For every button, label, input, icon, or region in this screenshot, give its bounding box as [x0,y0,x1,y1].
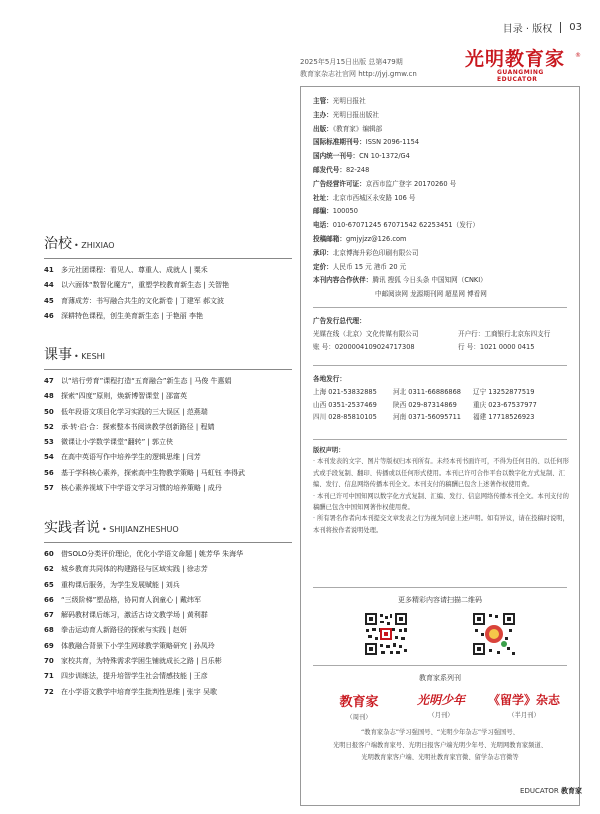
section-zhixiao [44,234,292,324]
section-rule [44,369,292,370]
dist-cell: 河南 0371-56095711 [393,413,462,422]
info-row: 主办：光明日报出版社 [313,110,379,119]
decl-p2: · 本刊已许可中国知网以数字化方式复制、汇编、发行、信息网络传播本刊全文。本刊支付的稿酬已包含中国知网著作权使用费。 [313,492,569,512]
dist-cell: 山西 0351-2537469 [313,400,377,409]
dist-cell: 陕西 029-87314869 [393,400,457,409]
qr-title: 更多精彩内容请扫描二维码 [398,596,482,604]
page-number: 03 [569,22,582,33]
dist-cell: 辽宁 13252877519 [473,387,535,396]
issue-date: 2025年5月15日出版 总第479期 [300,58,403,66]
toc-item[interactable]: 68 拳击运动育人新路径的探索与实践 | 赵妍 [44,626,187,635]
info-row: 本刊内容合作伙伴：腾讯 搜狐 今日头条 中国知网（CNKI） [313,276,487,285]
section-title: 课事 • KESHI [44,347,106,363]
qr-code-icon [363,611,409,657]
qr-code-icon [471,611,517,657]
info-row: 社址：北京市西城区永安路 106 号 [313,193,416,202]
dist-cell: 福建 17718526923 [473,413,535,422]
distribution [313,373,563,424]
ad-agent [313,315,550,353]
dist-title: 各地发行： [313,375,346,383]
info-row: 定价：人民币 15 元 港币 20 元 [313,262,407,271]
info-row: 广告经营许可证：京西市监广登字 20170260 号 [313,179,457,188]
series-mag-2: 光明少年 （月刊） [416,693,465,719]
masthead-info [313,95,487,302]
toc-item[interactable]: 50 低年段语文项目化学习实践的三大误区 | 范燕瑞 [44,407,208,416]
ad-title: 广告发行总代理： [313,317,366,325]
toc-item[interactable]: 52 承·转·启·合：探索整本书阅读教学创新路径 | 程婧 [44,422,215,431]
decl-title: 版权声明： [313,447,345,454]
toc-item[interactable]: 53 微课让小学数学课堂“翻转” | 郭立侠 [44,438,174,447]
section-keshi [44,345,292,496]
dist-cell: 上海 021-53832885 [313,387,377,396]
website: 教育家杂志社官网 http://jyj.gmw.cn [300,70,417,78]
logo-en: GUANGMING EDUCATOR [497,69,544,83]
toc-item[interactable]: 66 “三级阶梯”塑品格，协同育人润童心 | 戴纬军 [44,595,202,604]
divider [313,587,567,588]
toc-item[interactable]: 62 城乡教育共同体的构建路径与区域实践 | 徐志芳 [44,565,208,574]
copyright-declaration [313,445,569,536]
series-mag-1: 教育家 （周刊） [339,695,379,721]
section-rule [44,258,292,259]
dist-cell: 河北 0311-66886868 [393,387,462,396]
toc-item[interactable]: 47 以“培行劳育”课程打造“五育融合”新生态 | 马俊 牛惠娟 [44,377,232,385]
info-row: 承印：北京博海升彩色印刷有限公司 [313,248,419,257]
toc-item[interactable]: 56 基于学科核心素养，探索高中生物教学策略 | 马虹钰 李得武 [44,468,246,477]
info-row: 投稿邮箱：gmjyjzz@126.com [313,234,407,243]
section-title: 实践者说 • SHIJIANZHESHUO [44,520,179,536]
info-row: 邮发代号：82-248 [313,165,370,174]
logo-reg: ® [575,52,581,59]
info-row: 出版：《教育家》编辑部 [313,124,383,133]
ad-line-no: 行 号：1021 0000 0415 [458,342,535,351]
decl-p1: · 本刊发表的文字、图片等版权归本刊所有。未经本刊书面许可，不得为任何目的、以任何形式或手段复制、翻印、传播或以任何形式使用。本刊已许可合作平台以数字化方式复制、汇编、发行、信息网络传播本刊全文。本刊支付的稿酬已包含上述著作权使用费。 [313,458,569,489]
info-row: 主管：光明日报社 [313,97,366,105]
toc-item[interactable]: 72 在小学语文教学中培育学生批判性思维 | 张宇 吴歌 [44,687,218,696]
footer-cn: 教育家 [561,787,582,795]
footer-en: EDUCATOR [520,787,559,795]
toc-item[interactable]: 60 借SOLO分类评价理论，优化小学语文命题 | 姚芳华 朱海华 [44,550,244,558]
toc-item[interactable]: 70 家校共育，为特殊需求学困生铺就成长之路 | 吕乐彬 [44,657,222,666]
series-title: 教育家系列刊 [419,674,461,682]
toc-item[interactable]: 54 在高中英语写作中培养学生的逻辑思维 | 闫芳 [44,453,201,462]
page-header [503,20,582,35]
magazine-logo [465,44,585,84]
ad-company: 光媒在线（北京）文化传媒有限公司 [313,329,419,338]
divider [313,307,567,308]
page-footer [520,786,582,796]
info-row: 电话：010-67071245 67071542 62253451（发行） [313,221,479,230]
info-row: 邮编：100050 [313,207,358,216]
section-label: 目录 · 版权 [502,24,553,35]
info-row: 国际标准期刊号：ISSN 2096-1154 [313,138,420,147]
toc-item[interactable]: 65 重构课后服务，为学生发展赋能 | 刘兵 [44,580,180,589]
decl-p3: · 所有署名作者向本刊提交文章发表之行为视为同意上述声明。如有异议，请在投稿时说明，本刊将按作者说明处理。 [313,515,569,534]
toc-item[interactable]: 69 体教融合背景下小学生网球教学策略研究 | 孙凤玲 [44,641,215,650]
divider [313,665,567,666]
logo-cn: 光明教育家 [465,48,566,70]
toc-item[interactable]: 48 探索“四度”原则，焕新博智课堂 | 邵富英 [44,392,188,401]
ad-account: 账 号：0200004109024717308 [313,342,415,351]
toc-item[interactable]: 44 以六面体“数智化魔方”，重塑学校教育新生态 | 关智艳 [44,281,230,290]
issue-info [300,56,417,80]
qr-code-1[interactable] [363,611,409,657]
toc-item[interactable]: 57 核心素养视域下中学语文学习习惯的培养策略 | 成丹 [44,484,222,493]
toc-item[interactable]: 71 四步训练法，提升培智学生社会情感技能 | 王彦 [44,672,208,681]
divider [313,439,567,440]
masthead-box [300,86,580,806]
section-rule [44,542,292,543]
section-shijianzheshuo [44,518,292,700]
qr-code-2[interactable] [471,611,517,657]
info-row: 国内统一刊号：CN 10-1372/G4 [313,152,410,161]
section-title: 治校 • ZHIXIAO [44,236,115,252]
ad-bank: 开户行：工商银行北京东四支行 [458,329,551,338]
media-list: “教育家杂志”学习强国号、“光明少年杂志”学习强国号、 光明日报客户端教育家号、光明日报客户端光明少年号、光明网教育家频道、 光明教育家客户端、光明社教育家官微、留学杂志官微等 [332,729,548,761]
dist-cell: 四川 028-85810105 [313,413,377,422]
info-row: 中邮阅读网 龙源期刊网 超星网 博看网 [375,290,487,299]
header-divider [560,22,561,33]
series-mag-3: 《留学》杂志 （半月刊） [487,693,560,719]
toc-item[interactable]: 45 育薄成芳：书写融合共生的文化新卷 | 丁建军 郝文波 [44,296,225,305]
toc-item[interactable]: 46 深耕特色课程，创生美育新生态 | 于艳丽 李艳 [44,311,204,320]
divider [313,365,567,366]
dist-cell: 重庆 023-67537977 [473,400,537,409]
toc-item[interactable]: 41 多元社团课程：看见人、尊重人、成就人 | 粟禾 [44,266,208,274]
toc-item[interactable]: 67 解码教材课后练习，激活古诗文教学场 | 黄利群 [44,611,208,620]
